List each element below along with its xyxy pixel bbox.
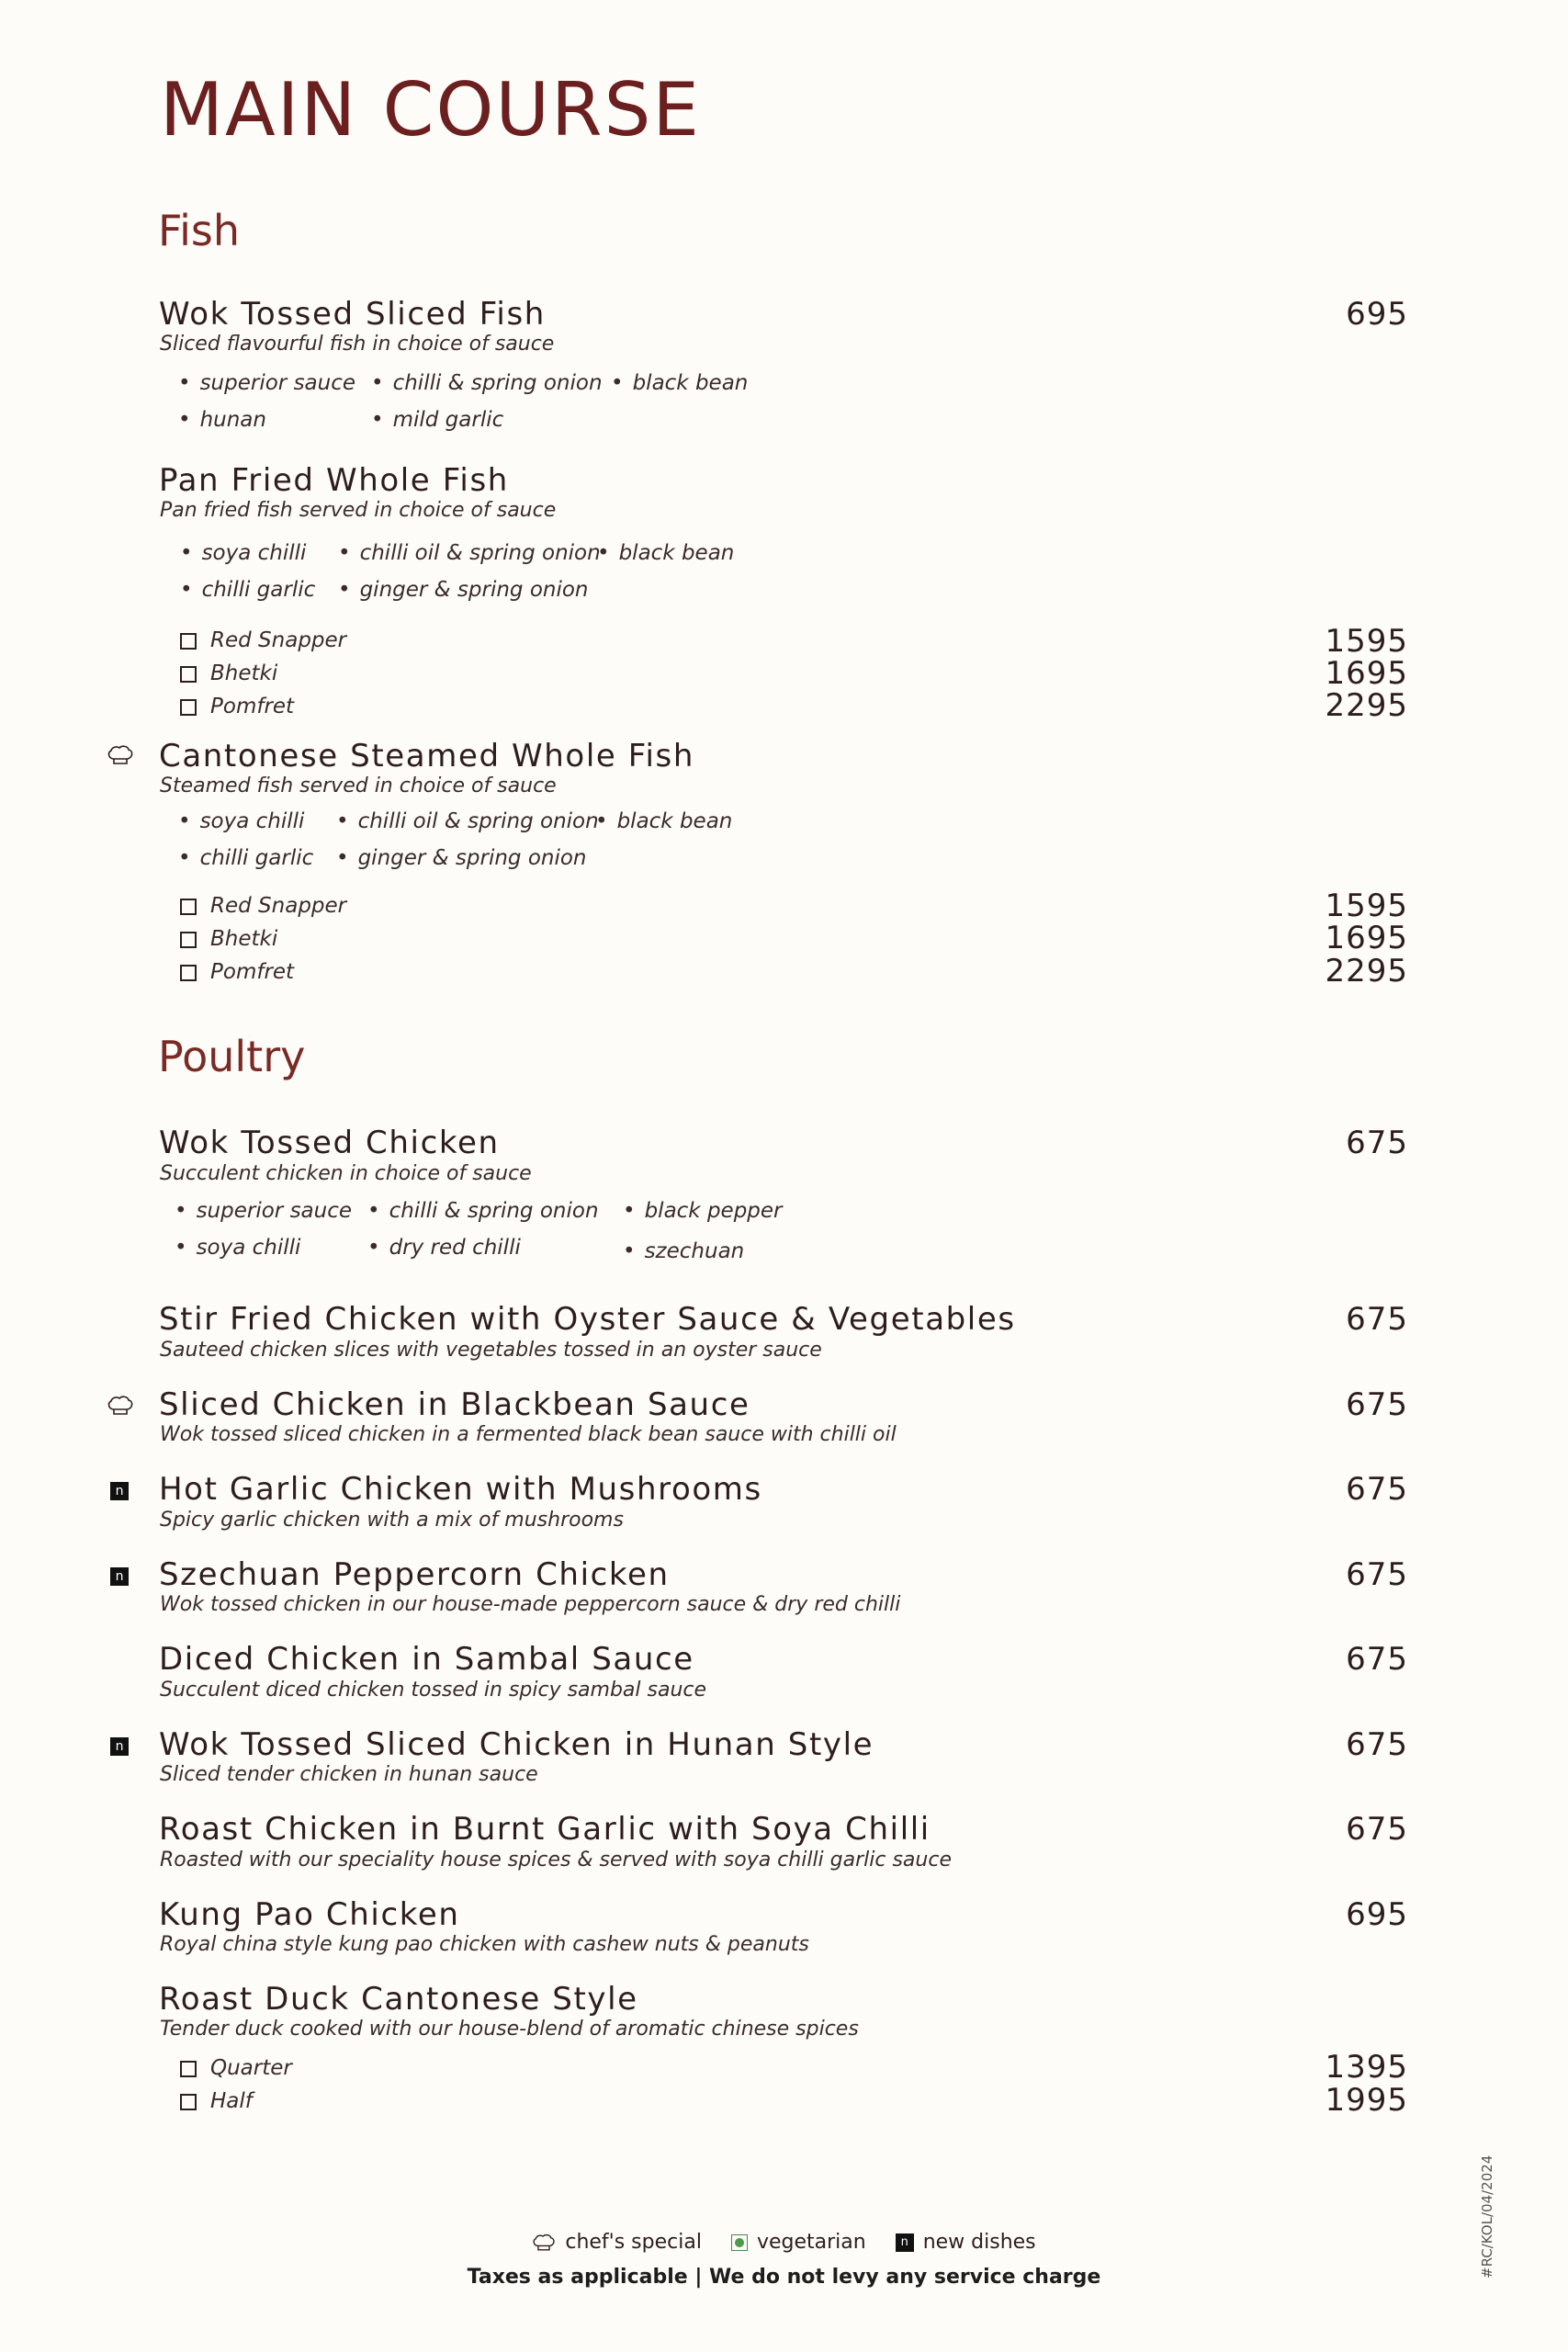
- variant-price: 1695: [1325, 655, 1408, 692]
- legend-chef-special: [532, 2231, 702, 2254]
- variant-price: 1995: [1325, 2082, 1408, 2119]
- chef-hat-icon: [107, 744, 134, 766]
- sauce-option: • chilli oil & spring onion: [338, 543, 601, 564]
- sauce-option: • soya chilli: [175, 1238, 300, 1259]
- sauce-option: • mild garlic: [371, 410, 503, 431]
- item-price: 695: [1346, 296, 1408, 333]
- section-heading-poultry: Poultry: [158, 1032, 306, 1081]
- item-price: 675: [1346, 1556, 1408, 1593]
- item-price: 675: [1346, 1471, 1408, 1508]
- variant-checkbox-bhetki[interactable]: [180, 663, 277, 684]
- variant-price: 1695: [1325, 920, 1408, 956]
- item-description: Succulent chicken in choice of sauce: [160, 1162, 532, 1185]
- sauce-option: • black bean: [595, 811, 732, 832]
- page-title: MAIN COURSE: [160, 67, 701, 153]
- sauce-option: • black pepper: [623, 1201, 783, 1222]
- legend-label: new dishes: [922, 2231, 1036, 2254]
- item-price: 675: [1346, 1641, 1408, 1678]
- item-description: Sauteed chicken slices with vegetables tossed in an oyster sauce: [160, 1339, 822, 1362]
- checkbox-icon[interactable]: [180, 2094, 197, 2110]
- item-description: Wok tossed chicken in our house-made peppercorn sauce & dry red chilli: [160, 1593, 901, 1616]
- section-heading-fish: Fish: [158, 206, 241, 255]
- legend: [0, 2231, 1568, 2254]
- variant-price: 1595: [1325, 888, 1408, 924]
- variant-checkbox-quarter[interactable]: [180, 2058, 292, 2079]
- sauce-option: • chilli garlic: [180, 580, 315, 601]
- variant-checkbox-half[interactable]: [180, 2091, 253, 2112]
- checkbox-icon[interactable]: [180, 932, 197, 948]
- item-name: Hot Garlic Chicken with Mushrooms: [159, 1471, 762, 1508]
- item-name: Wok Tossed Sliced Chicken in Hunan Style: [159, 1726, 874, 1763]
- sauce-option: • chilli & spring onion: [371, 373, 603, 394]
- item-description: Succulent diced chicken tossed in spicy sambal sauce: [160, 1679, 707, 1702]
- variant-label: Bhetki: [210, 927, 278, 951]
- variant-checkbox-pomfret[interactable]: [180, 962, 294, 983]
- item-description: Roasted with our speciality house spices & served with soya chilli garlic sauce: [160, 1849, 952, 1871]
- item-description: Royal china style kung pao chicken with cashew nuts & peanuts: [160, 1933, 809, 1956]
- item-description: Sliced tender chicken in hunan sauce: [160, 1763, 538, 1786]
- legend-new-dishes: [896, 2231, 1036, 2254]
- chef-hat-icon: [532, 2233, 556, 2253]
- legend-label: vegetarian: [756, 2231, 866, 2254]
- vegetarian-icon: [731, 2234, 748, 2251]
- item-price: 675: [1346, 1301, 1408, 1338]
- sauce-option: • hunan: [178, 410, 266, 431]
- sauce-option: • ginger & spring onion: [336, 848, 587, 869]
- legend-label: chef's special: [565, 2231, 702, 2254]
- checkbox-icon[interactable]: [180, 2061, 197, 2077]
- item-description: Tender duck cooked with our house-blend of aromatic chinese spices: [160, 2018, 859, 2041]
- variant-label: Red Snapper: [210, 894, 347, 918]
- sauce-option: • black bean: [597, 543, 734, 564]
- variant-label: Bhetki: [210, 662, 278, 685]
- item-price: 675: [1346, 1811, 1408, 1848]
- variant-label: Pomfret: [210, 695, 295, 718]
- item-name: Roast Chicken in Burnt Garlic with Soya Chilli: [159, 1811, 931, 1848]
- variant-checkbox-bhetki[interactable]: [180, 929, 277, 950]
- variant-price: 2295: [1325, 687, 1408, 724]
- variant-label: Half: [210, 2089, 253, 2113]
- sauce-option: • ginger & spring onion: [338, 580, 589, 601]
- item-name: Diced Chicken in Sambal Sauce: [159, 1641, 694, 1678]
- variant-label: Quarter: [210, 2056, 292, 2080]
- sauce-option: • soya chilli: [178, 811, 304, 832]
- variant-price: 1395: [1325, 2049, 1408, 2086]
- chef-hat-icon: [107, 1395, 134, 1417]
- checkbox-icon[interactable]: [180, 899, 197, 915]
- checkbox-icon[interactable]: [180, 633, 197, 650]
- sauce-option: • szechuan: [623, 1241, 744, 1262]
- variant-label: Red Snapper: [210, 628, 347, 652]
- item-name: Roast Duck Cantonese Style: [159, 1981, 638, 2018]
- sauce-option: • dry red chilli: [367, 1238, 521, 1259]
- item-description: Wok tossed sliced chicken in a fermented black bean sauce with chilli oil: [160, 1423, 897, 1446]
- new-dish-icon: n: [110, 1567, 129, 1586]
- sauce-option: • superior sauce: [175, 1201, 352, 1222]
- item-name: Kung Pao Chicken: [159, 1896, 460, 1933]
- item-description: Pan fried fish served in choice of sauce: [160, 499, 557, 522]
- variant-checkbox-red-snapper[interactable]: [180, 896, 346, 917]
- item-description: Spicy garlic chicken with a mix of mushrooms: [160, 1509, 624, 1532]
- sauce-option: • black bean: [611, 373, 748, 394]
- tax-note: Taxes as applicable | We do not levy any service charge: [467, 2266, 1101, 2289]
- item-description: Steamed fish served in choice of sauce: [160, 775, 557, 797]
- checkbox-icon[interactable]: [180, 699, 197, 716]
- item-price: 675: [1346, 1726, 1408, 1763]
- item-name: Pan Fried Whole Fish: [159, 462, 509, 499]
- variant-checkbox-red-snapper[interactable]: [180, 630, 346, 651]
- new-dish-icon: n: [110, 1737, 129, 1756]
- item-price: 695: [1346, 1896, 1408, 1933]
- item-name: Wok Tossed Sliced Fish: [159, 296, 546, 333]
- item-price: 675: [1346, 1386, 1408, 1423]
- variant-price: 2295: [1325, 953, 1408, 989]
- item-name: Wok Tossed Chicken: [159, 1125, 500, 1161]
- item-name: Szechuan Peppercorn Chicken: [159, 1556, 670, 1593]
- new-dish-icon: n: [110, 1482, 129, 1500]
- variant-price: 1595: [1325, 623, 1408, 660]
- item-price: 675: [1346, 1125, 1408, 1161]
- item-name: Cantonese Steamed Whole Fish: [159, 738, 694, 775]
- sauce-option: • chilli garlic: [178, 848, 313, 869]
- item-description: Sliced flavourful fish in choice of sauce: [160, 333, 555, 356]
- variant-label: Pomfret: [210, 960, 295, 984]
- sauce-option: • superior sauce: [178, 373, 355, 394]
- item-name: Sliced Chicken in Blackbean Sauce: [159, 1386, 750, 1423]
- checkbox-icon[interactable]: [180, 666, 197, 683]
- sauce-option: • chilli oil & spring onion: [336, 811, 599, 832]
- variant-checkbox-pomfret[interactable]: [180, 696, 294, 718]
- legend-vegetarian: [731, 2231, 866, 2254]
- sauce-option: • soya chilli: [180, 543, 306, 564]
- new-dish-icon: n: [896, 2233, 914, 2252]
- sauce-option: • chilli & spring onion: [367, 1201, 599, 1222]
- menu-code: #RC/KOL/04/2024: [1479, 2154, 1495, 2278]
- item-name: Stir Fried Chicken with Oyster Sauce & Vegetables: [159, 1301, 1016, 1338]
- checkbox-icon[interactable]: [180, 965, 197, 981]
